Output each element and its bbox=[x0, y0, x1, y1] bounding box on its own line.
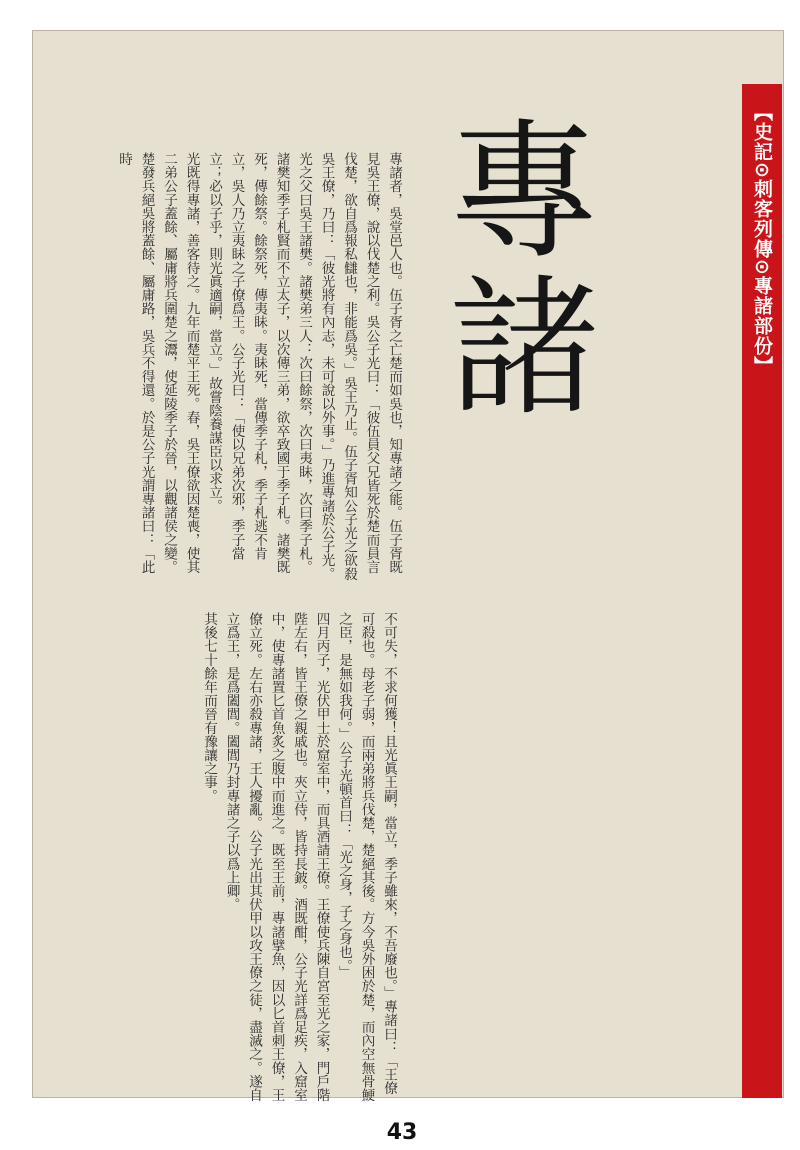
page-number: 43 bbox=[386, 1120, 418, 1145]
paragraph: 不可失，不求何獲！且光眞王嗣，當立，季子雖來，不吾廢也。」專諸曰：「王僚可殺也。母老子弱，而兩弟將兵伐楚，楚絕其後。方今吳外困於楚，而內空無骨鯁之臣，是無如我何。」公子光頓首曰：「光之身，子之身也。」 bbox=[336, 612, 397, 1102]
text-block-bottom bbox=[60, 612, 400, 1107]
section-tab-label: 【史記⊙刺客列傳⊙專諸部份】 bbox=[751, 102, 773, 376]
paragraph: 其後七十餘年而晉有豫讓之事。 bbox=[201, 612, 217, 803]
paragraph: 光既得專諸，善客待之。九年而楚平王死。春，吳王僚欲因楚喪，使其二弟公子蓋餘、屬庸將兵圍楚之灊，使延陵季子於晉，以觀諸侯之變。楚發兵絕吳將蓋餘、屬庸路，吳兵不得還。於是公子光謂專諸曰：「此時 bbox=[116, 152, 200, 574]
text-block-top bbox=[60, 152, 405, 582]
chapter-title: 專諸 bbox=[423, 112, 597, 424]
paragraph: 專諸者，吳堂邑人也。伍子胥之亡楚而如吳也，知專諸之能。伍子胥既見吳王僚，說以伐楚之利。吳公子光曰：「彼伍員父兄皆死於楚而員言伐楚，欲自爲報私讎也，非能爲吳。」吳王乃止。伍子胥知公子光之欲殺吳王僚，乃曰：「彼光將有內志，未可說以外事。」乃進專諸於公子光。 bbox=[318, 152, 402, 581]
paragraph: 四月丙子，光伏甲士於窟室中，而具酒請王僚。王僚使兵陳自宮至光之家，門戶階陛左右，皆王僚之親戚也。夾立侍，皆持長鈹。酒既酣，公子光詳爲足疾，入窟室中，使專諸置匕首魚炙之腹中而進之。既至王前，專諸擘魚，因以匕首刺王僚，王僚立死。左右亦殺專諸，王人擾亂。公子光出其伏甲以攻王僚之徒，盡滅之。遂自立爲王，是爲闔閭。闔閭乃封專諸之子以爲上卿。 bbox=[223, 612, 330, 1102]
section-tab bbox=[742, 84, 782, 1098]
paragraph: 光之父曰吳王諸樊。諸樊弟三人：次曰餘祭，次曰夷眛，次曰季子札。諸樊知季子札賢而不立太子，以次傳三弟，欲卒致國于季子札。諸樊既死，傳餘祭。餘祭死，傳夷眛。夷眛死，當傳季子札，季子札逃不肯立，吳人乃立夷眛之子僚爲王。公子光曰：「使以兄弟次邪，季子當立；必以子乎，則光眞適嗣，當立。」故嘗陰養謀臣以求立。 bbox=[206, 152, 312, 574]
